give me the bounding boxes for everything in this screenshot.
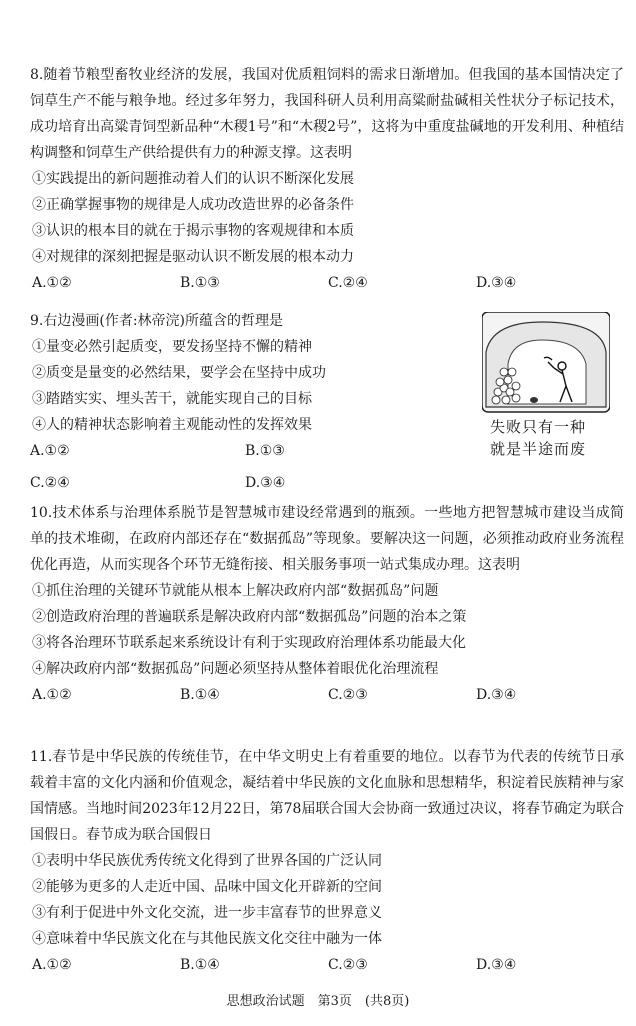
question-10-option-3: ③将各治理环节联系起来系统设计有利于实现政府治理体系功能最大化 — [32, 635, 466, 651]
question-10-option-2: ②创造政府治理的普遍联系是解决政府内部“数据孤岛”问题的治本之策 — [32, 609, 467, 625]
question-9-option-3: ③踏踏实实、埋头苦干，就能实现自己的目标 — [32, 391, 312, 407]
question-9-choice-c[interactable]: C.②④ — [30, 475, 70, 491]
question-10-choice-c[interactable]: C.②③ — [328, 687, 368, 703]
question-11-option-2: ②能够为更多的人走近中国、品味中国文化开辟新的空间 — [32, 879, 382, 895]
question-8 — [30, 62, 624, 296]
question-10-choice-d[interactable]: D.③④ — [476, 687, 517, 703]
question-11-stem: 11.春节是中华民族的传统佳节，在中华文明史上有着重要的地位。以春节为代表的传统节日承载着丰富的文化内涵和价值观念，凝结着中华民族的文化血脉和思想精华，积淀着民族精神与家国情感。当地时间2023年12月22日，第78届联合国大会协商一致通过决议，将春节确定为联合国假日。春节成为联合国假日 — [30, 749, 624, 843]
question-11-choice-b[interactable]: B.①④ — [180, 957, 220, 973]
question-8-option-3: ③认识的根本目的就在于揭示事物的客观规律和本质 — [32, 223, 354, 239]
question-8-option-2: ②正确掌握事物的规律是人成功改造世界的必备条件 — [32, 197, 354, 213]
question-9-stem: 9.右边漫画(作者:林帝浣)所蕴含的哲理是 — [30, 313, 283, 329]
question-9-choice-a[interactable]: A.①② — [30, 443, 70, 459]
question-9-choice-d[interactable]: D.③④ — [245, 475, 286, 491]
question-8-choices — [30, 270, 624, 296]
question-8-option-4: ④对规律的深刻把握是驱动认识不断发展的根本动力 — [32, 249, 354, 265]
question-9-option-4: ④人的精神状态影响着主观能动性的发挥效果 — [32, 417, 312, 433]
page-footer: 思想政治试题 第3页 (共8页) — [226, 994, 410, 1009]
question-10-choices — [30, 682, 624, 708]
question-10-choice-a[interactable]: A.①② — [32, 687, 72, 703]
question-9-option-2: ②质变是量变的必然结果，要学会在坚持中成功 — [32, 365, 326, 381]
question-11-choices — [30, 952, 624, 978]
question-10-stem: 10.技术体系与治理体系脱节是智慧城市建设经常遇到的瓶颈。一些地方把智慧城市建设当成简单的技术堆砌，在政府内部还存在“数据孤岛”等现象。要解决这一问题，必须推动政府业务流程优化再造，从而实现各个环节无缝衔接、相关服务事项一站式集成办理。这表明 — [30, 505, 624, 573]
question-8-choice-a[interactable]: A.①② — [32, 275, 72, 291]
question-11-option-4: ④意味着中华民族文化在与其他民族文化交往中融为一体 — [32, 931, 382, 947]
question-8-choice-b[interactable]: B.①③ — [180, 275, 220, 291]
question-9-choices — [30, 438, 460, 496]
question-10-option-4: ④解决政府内部“数据孤岛”问题必须坚持从整体着眼优化治理流程 — [32, 661, 439, 677]
cartoon-caption — [490, 416, 618, 460]
question-11-choice-c[interactable]: C.②③ — [328, 957, 368, 973]
question-10-option-1: ①抓住治理的关键环节就能从根本上解决政府内部“数据孤岛”问题 — [32, 583, 439, 599]
question-8-choice-c[interactable]: C.②④ — [328, 275, 368, 291]
question-8-choice-d[interactable]: D.③④ — [476, 275, 517, 291]
question-9-option-1: ①量变必然引起质变，要发扬坚持不懈的精神 — [32, 339, 312, 355]
question-11-choice-d[interactable]: D.③④ — [476, 957, 517, 973]
question-11-option-3: ③有利于促进中外文化交流，进一步丰富春节的世界意义 — [32, 905, 382, 921]
question-11-choice-a[interactable]: A.①② — [32, 957, 72, 973]
question-10 — [30, 500, 624, 708]
question-11 — [30, 744, 624, 978]
question-10-choice-b[interactable]: B.①④ — [180, 687, 220, 703]
question-9-choice-b[interactable]: B.①③ — [245, 443, 285, 459]
question-11-option-1: ①表明中华民族优秀传统文化得到了世界各国的广泛认同 — [32, 853, 382, 869]
cartoon-caption-line-2: 就是半途而废 — [490, 440, 587, 458]
question-8-option-1: ①实践提出的新问题推动着人们的认识不断深化发展 — [32, 171, 354, 187]
question-9 — [30, 308, 460, 496]
cartoon-caption-line-1: 失败只有一种 — [490, 418, 587, 436]
question-8-stem: 8.随着节粮型畜牧业经济的发展，我国对优质粗饲料的需求日渐增加。但我国的基本国情决定了饲草生产不能与粮争地。经过多年努力，我国科研人员利用高粱耐盐碱相关性状分子标记技术，成功培育出高粱青饲型新品种“木稷1号”和“木稷2号”，这将为中重度盐碱地的开发利用、种植结构调整和饲草生产供给提供有力的种源支撑。这表明 — [30, 67, 624, 161]
